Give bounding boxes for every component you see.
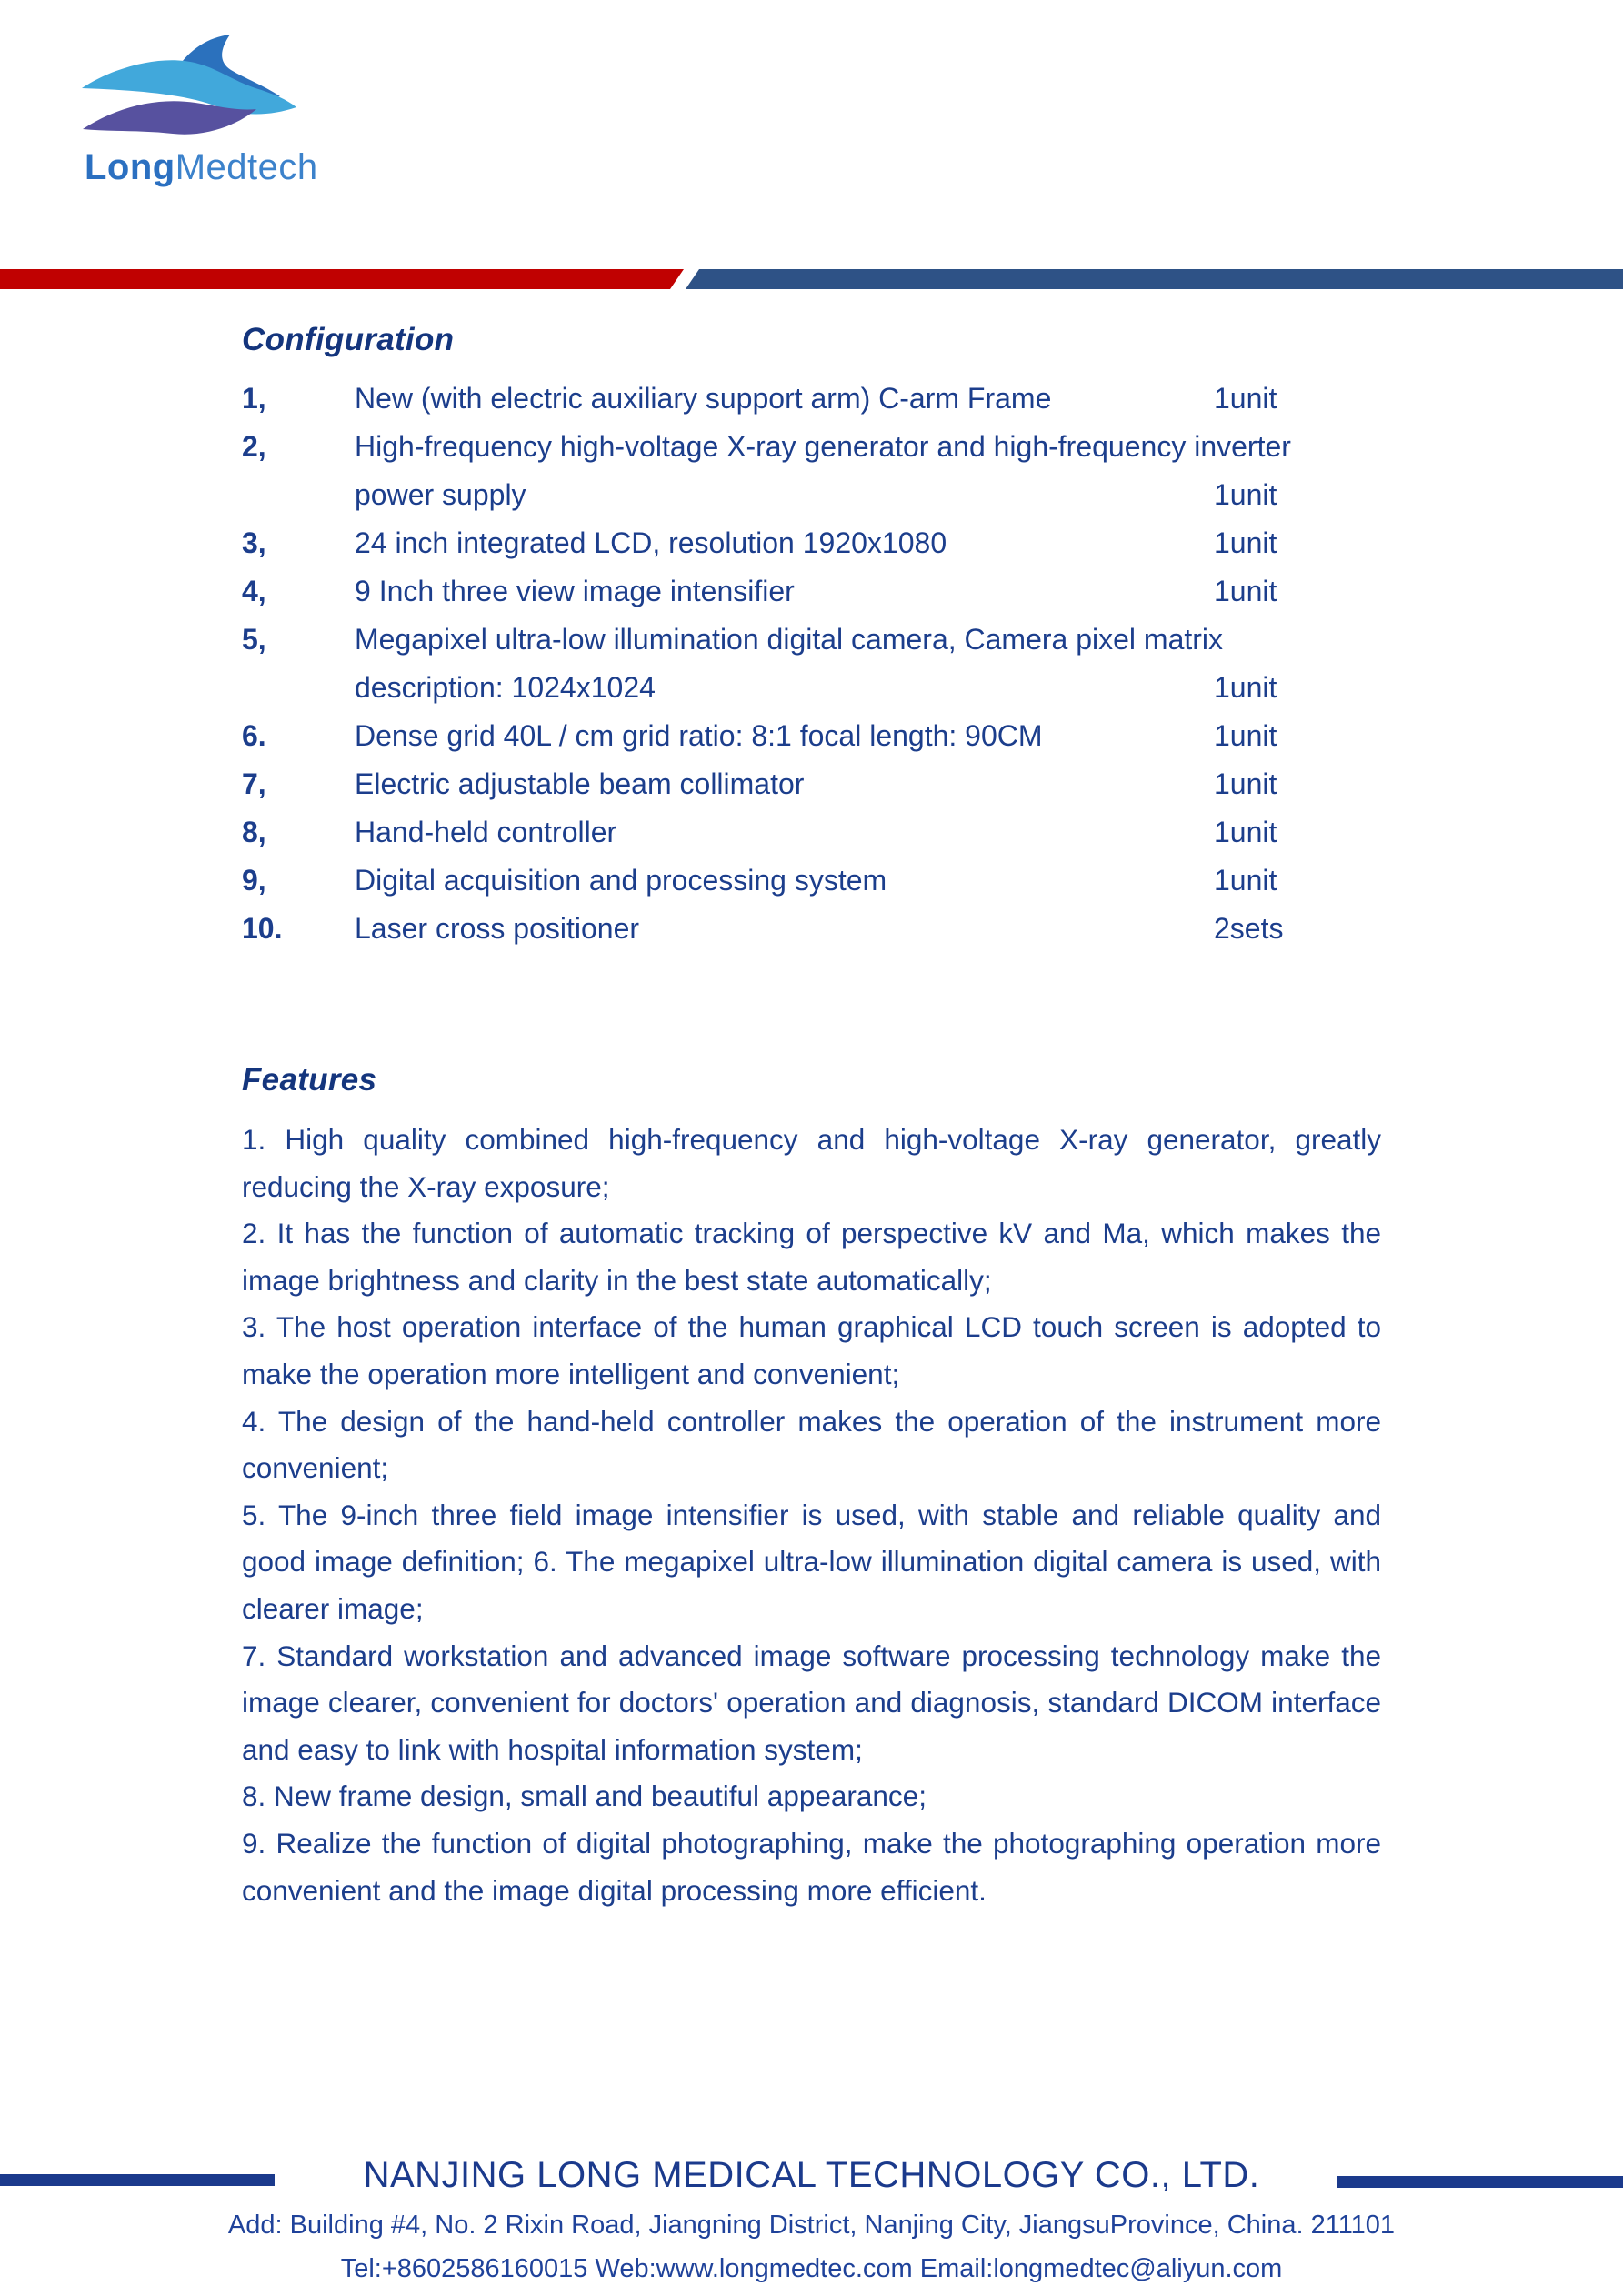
wave-swoosh-icon xyxy=(77,32,305,145)
feature-paragraph: 2. It has the function of automatic tracking of perspective kV and Ma, which makes the image brightness and clarity in the best state automatically; xyxy=(242,1217,1381,1297)
config-item-number: 5, xyxy=(242,623,266,656)
footer-right-rule xyxy=(1337,2176,1623,2188)
configuration-list xyxy=(242,375,1381,953)
config-item-quantity: 1unit xyxy=(1214,767,1277,800)
config-item-description: High-frequency high-voltage X-ray generator and high-frequency inverter xyxy=(355,430,1291,463)
config-item-number: 10. xyxy=(242,912,283,945)
footer-left-rule xyxy=(0,2174,275,2186)
brand-name-bold: Long xyxy=(85,147,175,187)
config-item-number: 8, xyxy=(242,816,266,848)
config-item-description: description: 1024x1024 xyxy=(355,671,656,704)
config-row xyxy=(242,760,1381,808)
config-item-description: 24 inch integrated LCD, resolution 1920x1080 xyxy=(355,526,947,559)
config-item-quantity: 1unit xyxy=(1214,478,1277,511)
footer-contact: Tel:+8602586160015 Web:www.longmedtec.com Email:longmedtec@aliyun.com xyxy=(340,2254,1283,2283)
config-item-number: 3, xyxy=(242,526,266,559)
config-item-description: Digital acquisition and processing system xyxy=(355,864,887,897)
feature-paragraph: 1. High quality combined high-frequency and high-voltage X-ray generator, greatly reducing the X-ray exposure; xyxy=(242,1123,1381,1203)
config-item-quantity: 1unit xyxy=(1214,816,1277,848)
config-row xyxy=(242,857,1381,905)
feature-paragraph: 8. New frame design, small and beautiful appearance; xyxy=(242,1780,927,1813)
config-row xyxy=(242,712,1381,760)
config-row xyxy=(242,808,1381,857)
config-item-quantity: 1unit xyxy=(1214,671,1277,704)
config-item-description: Hand-held controller xyxy=(355,816,617,848)
config-item-description: Megapixel ultra-low illumination digital camera, Camera pixel matrix xyxy=(355,623,1224,656)
feature-paragraph: 3. The host operation interface of the human graphical LCD touch screen is adopted to make the operation more intelligent and convenient; xyxy=(242,1310,1381,1390)
config-item-description: New (with electric auxiliary support arm) C-arm Frame xyxy=(355,382,1052,415)
config-row xyxy=(242,375,1381,423)
config-item-number: 9, xyxy=(242,864,266,897)
config-row xyxy=(242,471,1381,519)
footer-address: Add: Building #4, No. 2 Rixin Road, Jiangning District, Nanjing City, JiangsuProvince, China. 211101 xyxy=(227,2211,1396,2240)
company-logo xyxy=(77,32,368,187)
config-item-number: 7, xyxy=(242,767,266,800)
config-item-description: power supply xyxy=(355,478,526,511)
features-heading: Features xyxy=(242,1062,377,1098)
config-item-number: 1, xyxy=(242,382,266,415)
config-item-quantity: 1unit xyxy=(1214,719,1277,752)
feature-paragraph: 5. The 9-inch three field image intensifier is used, with stable and reliable quality and good image definition; 6. The megapixel ultra-low illumination digital camera is used, with clearer image; xyxy=(242,1498,1381,1625)
header-divider-bar xyxy=(0,269,1623,289)
features-section xyxy=(242,1060,1381,1914)
config-item-number: 4, xyxy=(242,575,266,607)
config-item-description: 9 Inch three view image intensifier xyxy=(355,575,795,607)
page-footer xyxy=(0,2155,1623,2284)
configuration-section xyxy=(242,320,1381,953)
feature-paragraph: 4. The design of the hand-held controller makes the operation of the instrument more convenient; xyxy=(242,1404,1381,1485)
config-row xyxy=(242,519,1381,567)
config-item-description: Dense grid 40L / cm grid ratio: 8:1 focal length: 90CM xyxy=(355,719,1043,752)
footer-company-name: NANJING LONG MEDICAL TECHNOLOGY CO., LTD. xyxy=(363,2155,1260,2195)
config-row xyxy=(242,905,1381,953)
config-row xyxy=(242,664,1381,712)
features-list xyxy=(242,1117,1381,1914)
config-item-quantity: 1unit xyxy=(1214,382,1277,415)
config-item-description: Laser cross positioner xyxy=(355,912,640,945)
config-item-number: 2, xyxy=(242,430,266,463)
config-item-description: Electric adjustable beam collimator xyxy=(355,767,805,800)
feature-paragraph: 9. Realize the function of digital photographing, make the photographing operation more convenient and the image digital processing more efficient. xyxy=(242,1826,1381,1907)
config-row xyxy=(242,616,1381,664)
feature-paragraph: 7. Standard workstation and advanced image software processing technology make the image clearer, convenient for doctors' operation and diagnosis, standard DICOM interface and easy to link with hospital information system; xyxy=(242,1639,1381,1766)
config-item-quantity: 1unit xyxy=(1214,575,1277,607)
config-item-quantity: 1unit xyxy=(1214,526,1277,559)
config-item-quantity: 2sets xyxy=(1214,912,1284,945)
brand-name-light: Medtech xyxy=(175,147,318,187)
config-row xyxy=(242,567,1381,616)
config-row xyxy=(242,423,1381,471)
config-item-quantity: 1unit xyxy=(1214,864,1277,897)
brand-name xyxy=(85,147,368,187)
config-item-number: 6. xyxy=(242,719,266,752)
configuration-heading: Configuration xyxy=(242,322,455,357)
